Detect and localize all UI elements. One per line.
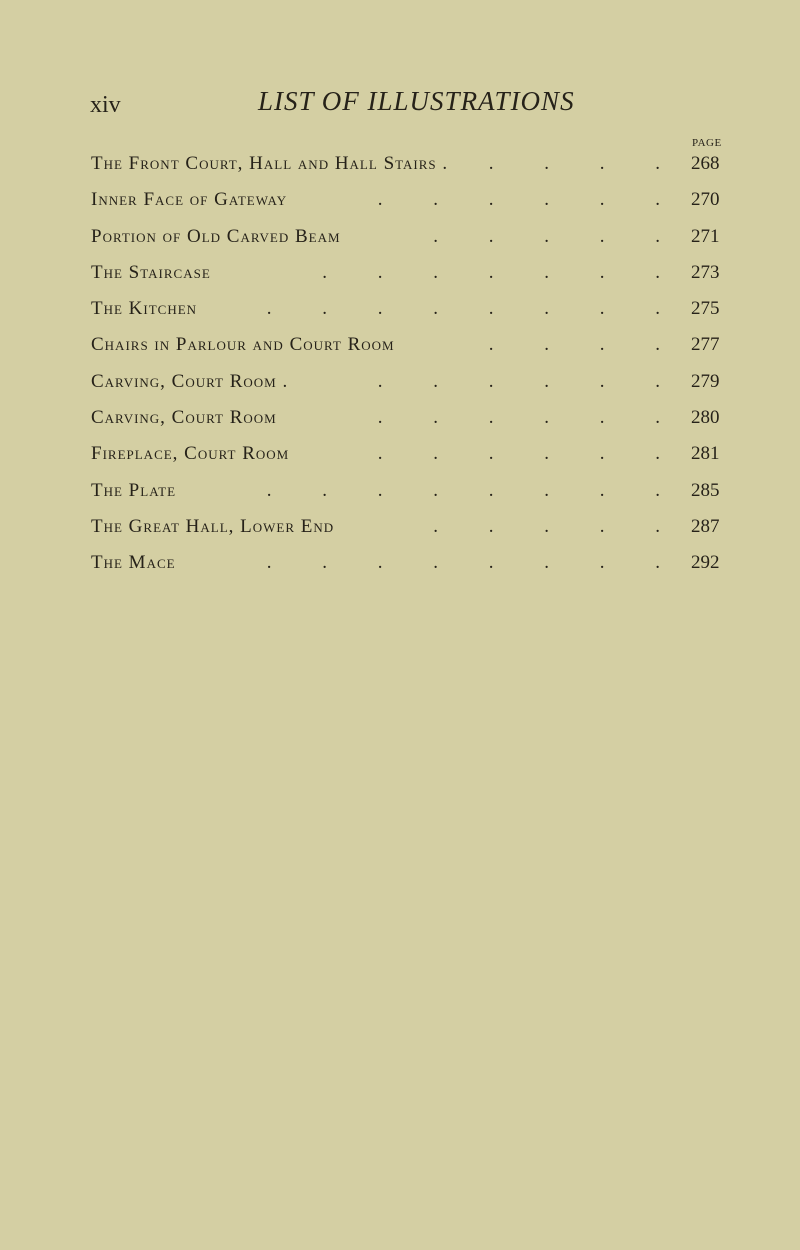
running-title: LIST OF ILLUSTRATIONS [258,86,575,116]
entry-title: The Staircase [91,261,211,283]
list-item [91,154,741,190]
list-item [91,299,741,335]
entry-page: 285 [691,479,720,501]
entry-title: Carving, Court Room [91,407,277,429]
entry-page: 270 [691,189,720,211]
entry-page: 271 [691,225,720,247]
list-item [91,372,741,408]
entry-dots: . . . . . [433,515,683,537]
entry-dots: . . . . [488,153,683,174]
entry-page: 287 [691,515,720,537]
entry-dots: . . . . . . [377,370,683,392]
list-item [91,263,741,299]
list-item [91,553,741,589]
entry-title: The Mace [91,552,176,574]
entry-page: 275 [691,298,720,320]
entry-title: Fireplace, Court Room [91,443,290,465]
list-item [91,517,741,553]
list-item [91,481,741,517]
page-number: xiv [90,92,121,118]
entry-title: Inner Face of Gateway [91,189,288,211]
entry-dots: . . . . . . [377,443,683,465]
list-item [91,190,741,226]
entry-page: 273 [691,261,720,283]
list-item [91,408,741,444]
entry-page: 268 [691,153,720,174]
entry-page: 281 [691,443,720,465]
entry-dots: . . . . . [433,225,683,247]
entry-title: Carving, Court Room . [91,370,289,392]
illustrations-list [91,154,741,590]
entry-dots: . . . . . . . . [266,298,683,320]
entry-dots: . . . . . . [377,407,683,429]
entry-title: The Plate [91,479,177,501]
page-column-label: PAGE [692,137,722,149]
entry-page: 279 [691,370,720,392]
entry-page: 277 [691,334,720,356]
list-item [91,444,741,480]
entry-title: The Kitchen [91,298,198,320]
entry-title: Chairs in Parlour and Court Room [91,334,395,356]
entry-title: Portion of Old Carved Beam [91,225,341,247]
entry-dots: . . . . . . . . [266,479,683,501]
list-item [91,227,741,263]
list-item [91,335,741,371]
entry-title: The Great Hall, Lower End [91,515,335,537]
entry-page: 280 [691,407,720,429]
entry-dots: . . . . . . . [322,261,683,283]
entry-dots: . . . . . . . . [266,552,683,574]
entry-dots: . . . . . . [377,189,683,211]
entry-page: 292 [691,552,720,574]
entry-dots: . . . . [488,334,683,356]
entry-title: The Front Court, Hall and Hall Stairs . [91,153,449,174]
